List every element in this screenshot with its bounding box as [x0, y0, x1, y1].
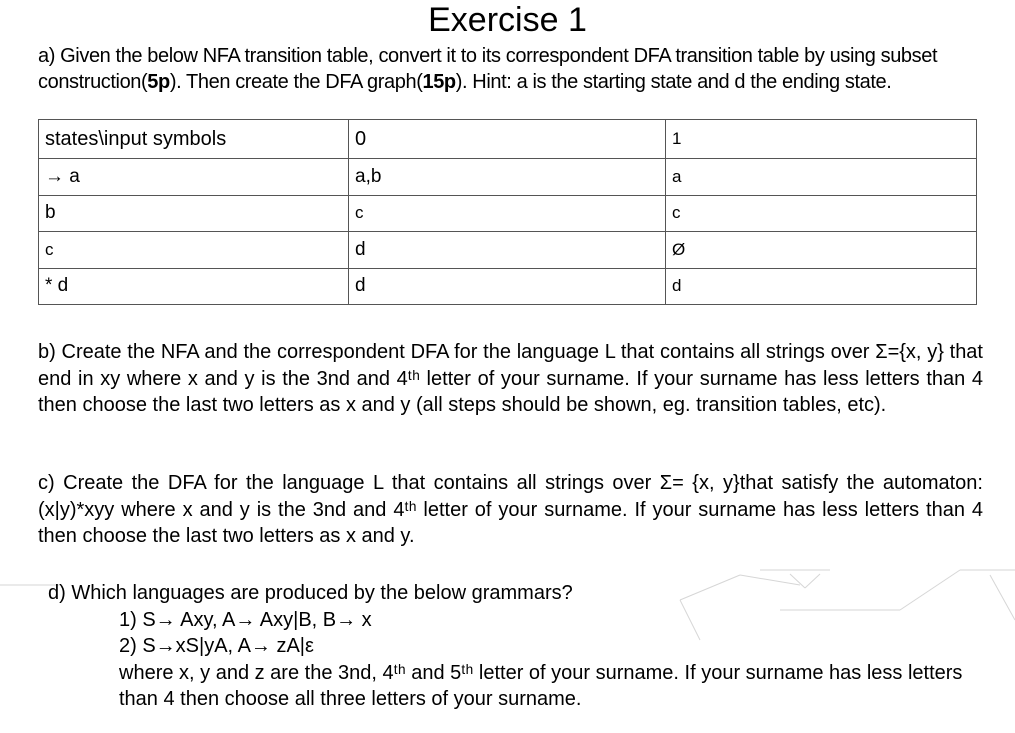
table-header-cell: 1	[666, 120, 977, 159]
table-cell: * d	[39, 268, 349, 305]
page-title: Exercise 1	[428, 1, 587, 39]
table-row	[39, 232, 977, 269]
table-cell: a	[666, 159, 977, 196]
part-b-text: b) Create the NFA and the correspondent DFA for the language L that contains all strings over Σ={x, y} that end in xy where x and y is the 3nd and 4ᵗʰ letter of your surname. If your surname has less letters than 4 then choose the last two letters as x and y (all steps should be shown, eg. transition tables, etc).	[38, 341, 983, 416]
table-cell: d	[349, 232, 666, 269]
table-header-row	[39, 120, 977, 159]
part-d-note: where x, y and z are the 3nd, 4ᵗʰ and 5ᵗʰ letter of your surname. If your surname has less letters than 4 then choose all three letters of your surname.	[119, 661, 963, 710]
table-header-cell: 0	[349, 120, 666, 159]
table-cell: → a	[39, 159, 349, 196]
table-cell: d	[666, 268, 977, 305]
part-a-text: a) Given the below NFA transition table, convert it to its correspondent DFA transition table by using subset construction(5p). Then create the DFA graph(15p). Hint: a is the starting state and d the ending state.	[38, 45, 938, 93]
table-cell: c	[666, 195, 977, 232]
grammar-2: 2) S→xS|yA, A→ zA|ε	[119, 635, 314, 657]
table-row	[39, 268, 977, 305]
nfa-transition-table	[38, 119, 977, 305]
table-cell: c	[349, 195, 666, 232]
table-header-cell: states\input symbols	[39, 120, 349, 159]
table-cell: c	[39, 232, 349, 269]
table-cell: Ø	[666, 232, 977, 269]
table-row	[39, 159, 977, 196]
table-cell: b	[39, 195, 349, 232]
part-d-question: d) Which languages are produced by the below grammars?	[48, 582, 573, 604]
part-c-text: c) Create the DFA for the language L that contains all strings over Σ= {x, y}that satisfy the automaton: (x|y)*xyy where x and y is the 3nd and 4ᵗʰ letter of your surname. If your surname has less letters than 4 then choose the last two letters as x and y.	[38, 472, 983, 547]
table-cell: d	[349, 268, 666, 305]
grammar-1: 1) S→ Axy, A→ Axy|B, B→ x	[119, 608, 372, 631]
table-row	[39, 195, 977, 232]
table-cell: a,b	[349, 159, 666, 196]
part-d-block	[48, 580, 993, 713]
